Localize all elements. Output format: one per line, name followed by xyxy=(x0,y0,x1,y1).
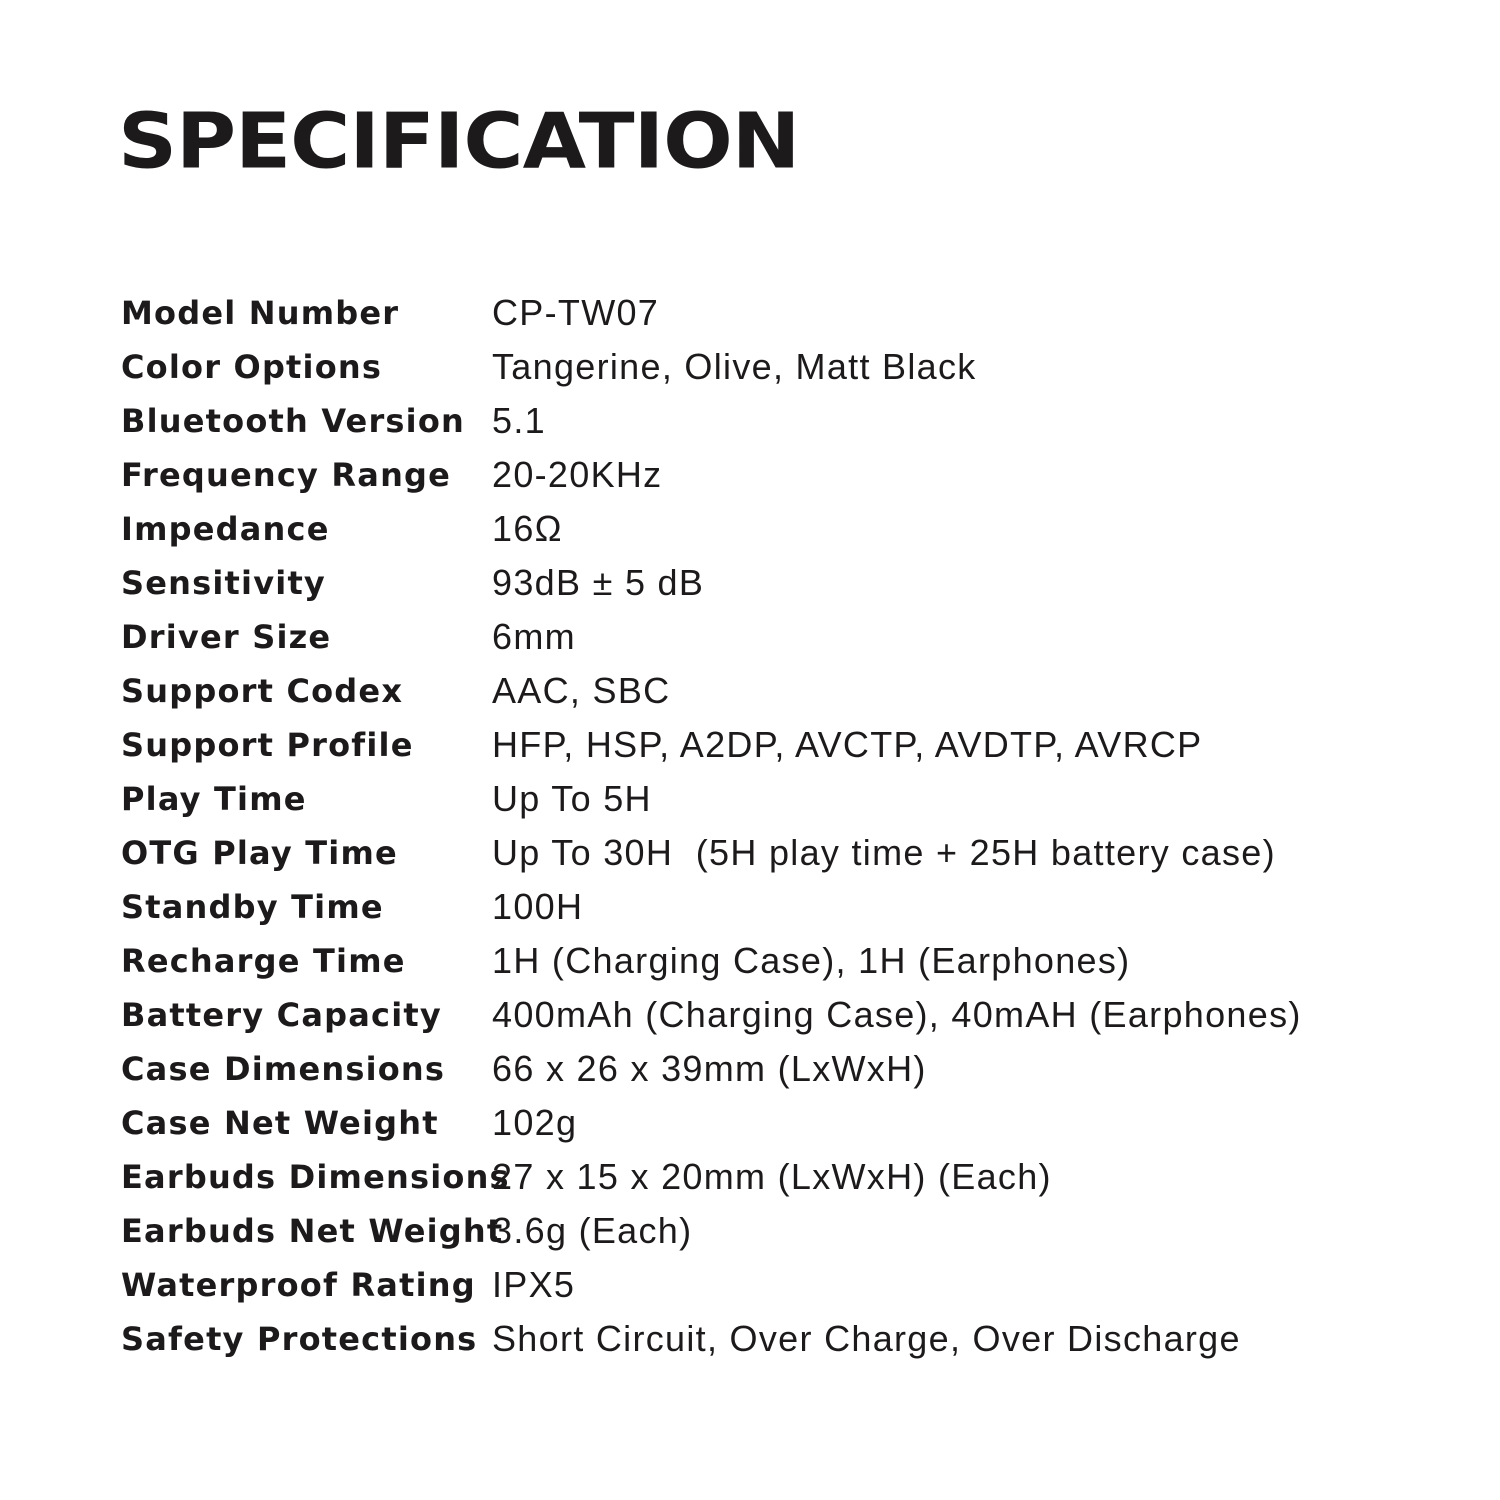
spec-value: 400mAh (Charging Case), 40mAH (Earphones) xyxy=(492,994,1302,1035)
spec-row-frequency-range xyxy=(121,448,1381,502)
spec-row-model-number xyxy=(121,286,1381,340)
spec-row-color-options xyxy=(121,340,1381,394)
spec-value: Tangerine, Olive, Matt Black xyxy=(492,346,977,387)
spec-label: Standby Time xyxy=(121,888,384,926)
spec-row-support-profile xyxy=(121,718,1381,772)
spec-label: Sensitivity xyxy=(121,564,326,602)
spec-value: Up To 30H (5H play time + 25H battery case) xyxy=(492,832,1276,873)
spec-value: IPX5 xyxy=(492,1264,576,1305)
spec-label: Safety Protections xyxy=(121,1320,478,1358)
spec-row-support-codex xyxy=(121,664,1381,718)
spec-value: HFP, HSP, A2DP, AVCTP, AVDTP, AVRCP xyxy=(492,724,1203,765)
spec-row-case-net-weight xyxy=(121,1096,1381,1150)
spec-value: CP-TW07 xyxy=(492,292,660,333)
spec-row-sensitivity xyxy=(121,556,1381,610)
spec-value: Short Circuit, Over Charge, Over Discharge xyxy=(492,1318,1241,1359)
spec-value: 3.6g (Each) xyxy=(492,1210,693,1251)
spec-row-waterproof-rating xyxy=(121,1258,1381,1312)
spec-label: Earbuds Net Weight xyxy=(121,1212,504,1250)
spec-row-bluetooth-version xyxy=(121,394,1381,448)
spec-row-earbuds-dimensions xyxy=(121,1150,1381,1204)
spec-label: Model Number xyxy=(121,294,400,332)
spec-label: Waterproof Rating xyxy=(121,1266,476,1304)
spec-row-recharge-time xyxy=(121,934,1381,988)
spec-label: Case Dimensions xyxy=(121,1050,446,1088)
spec-value: AAC, SBC xyxy=(492,670,671,711)
spec-row-earbuds-net-weight xyxy=(121,1204,1381,1258)
spec-row-standby-time xyxy=(121,880,1381,934)
spec-label: Recharge Time xyxy=(121,942,406,980)
spec-row-driver-size xyxy=(121,610,1381,664)
spec-row-otg-play-time xyxy=(121,826,1381,880)
spec-row-play-time xyxy=(121,772,1381,826)
spec-value: 20-20KHz xyxy=(492,454,663,495)
spec-row-case-dimensions xyxy=(121,1042,1381,1096)
spec-label: Bluetooth Version xyxy=(121,402,466,440)
spec-value: 102g xyxy=(492,1102,578,1143)
spec-label: Driver Size xyxy=(121,618,332,656)
spec-table xyxy=(121,286,1381,1366)
spec-value: 100H xyxy=(492,886,584,927)
spec-label: Case Net Weight xyxy=(121,1104,439,1142)
page-title: SPECIFICATION xyxy=(118,97,800,187)
spec-value: Up To 5H xyxy=(492,778,652,819)
spec-value: 1H (Charging Case), 1H (Earphones) xyxy=(492,940,1131,981)
spec-label: Battery Capacity xyxy=(121,996,442,1034)
spec-value: 27 x 15 x 20mm (LxWxH) (Each) xyxy=(492,1156,1052,1197)
spec-row-battery-capacity xyxy=(121,988,1381,1042)
spec-label: Play Time xyxy=(121,780,307,818)
spec-label: Support Profile xyxy=(121,726,414,764)
spec-row-safety-protections xyxy=(121,1312,1381,1366)
spec-label: Support Codex xyxy=(121,672,404,710)
spec-label: Impedance xyxy=(121,510,330,548)
spec-value: 6mm xyxy=(492,616,576,657)
spec-value: 66 x 26 x 39mm (LxWxH) xyxy=(492,1048,927,1089)
spec-label: OTG Play Time xyxy=(121,834,398,872)
spec-value: 16Ω xyxy=(492,508,563,549)
spec-label: Earbuds Dimensions xyxy=(121,1158,510,1196)
spec-label: Frequency Range xyxy=(121,456,452,494)
spec-label: Color Options xyxy=(121,348,383,386)
spec-value: 93dB ± 5 dB xyxy=(492,562,705,603)
spec-value: 5.1 xyxy=(492,400,546,441)
spec-row-impedance xyxy=(121,502,1381,556)
